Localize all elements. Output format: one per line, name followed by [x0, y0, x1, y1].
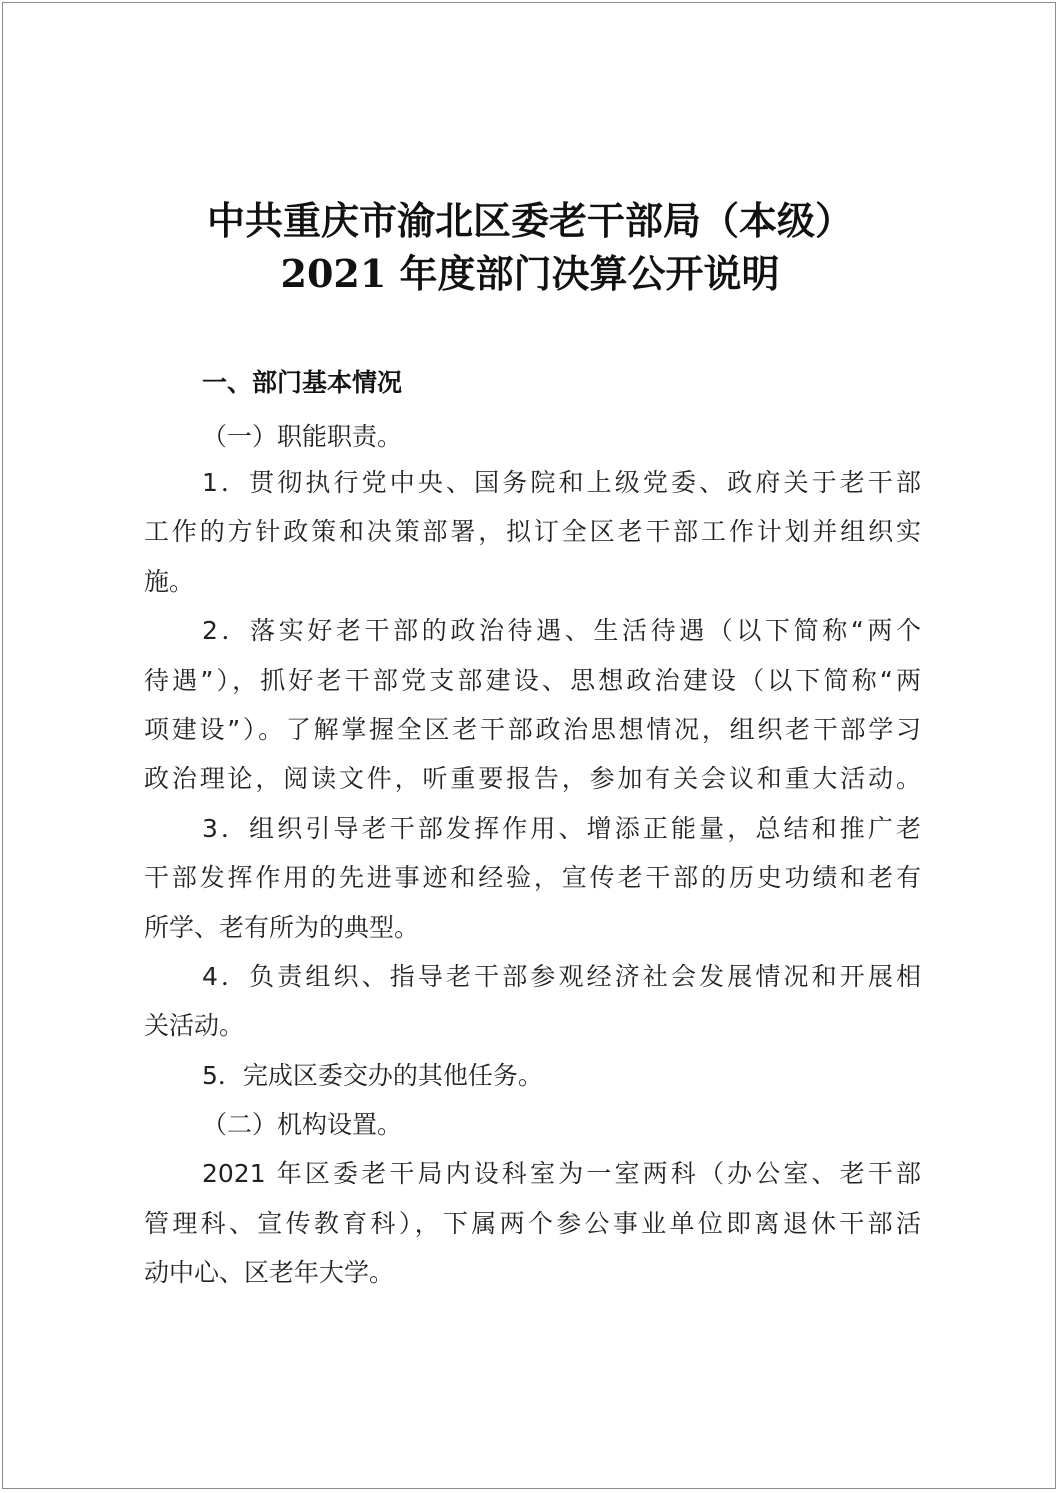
duty-item-2-line-2: 待遇”），抓好老干部党支部建设、思想政治建设（以下简称“两 — [144, 666, 921, 695]
subsection-heading-organization: （二）机构设置。 — [202, 1110, 403, 1139]
duty-item-2-line-1: 2．落实好老干部的政治待遇、生活待遇（以下简称“两个 — [202, 616, 921, 645]
document-title-line-2: 2021 年度部门决算公开说明 — [280, 251, 780, 296]
duty-item-3-line-3: 所学、老有所为的典型。 — [144, 913, 420, 942]
duty-item-4-line-1: 4．负责组织、指导老干部参观经济社会发展情况和开展相 — [202, 962, 921, 991]
duty-item-2-line-4: 政治理论，阅读文件，听重要报告，参加有关会议和重大活动。 — [144, 764, 921, 793]
document-page — [2, 2, 1056, 1489]
duty-item-2-line-3: 项建设”）。了解掌握全区老干部政治思想情况，组织老干部学习 — [144, 715, 921, 744]
organization-paragraph-line-1: 2021 年区委老干局内设科室为一室两科（办公室、老干部 — [202, 1159, 921, 1188]
duty-item-1-line-1: 1．贯彻执行党中央、国务院和上级党委、政府关于老干部 — [202, 468, 921, 497]
duty-item-4-line-2: 关活动。 — [144, 1011, 245, 1040]
duty-item-3-line-1: 3．组织引导老干部发挥作用、增添正能量，总结和推广老 — [202, 814, 921, 843]
organization-paragraph-line-2: 管理科、宣传教育科），下属两个参公事业单位即离退休干部活 — [144, 1209, 921, 1238]
document-title-line-1: 中共重庆市渝北区委老干部局（本级） — [206, 198, 853, 243]
organization-paragraph-line-3: 动中心、区老年大学。 — [144, 1258, 395, 1287]
duty-item-3-line-2: 干部发挥作用的先进事迹和经验，宣传老干部的历史功绩和老有 — [144, 863, 921, 892]
duty-item-5: 5．完成区委交办的其他任务。 — [202, 1061, 543, 1090]
duty-item-1-line-2: 工作的方针政策和决策部署，拟订全区老干部工作计划并组织实 — [144, 517, 921, 546]
duty-item-1-line-3: 施。 — [144, 567, 195, 596]
subsection-heading-duties: （一）职能职责。 — [202, 422, 403, 451]
section-heading-basic-info: 一、部门基本情况 — [202, 368, 403, 397]
